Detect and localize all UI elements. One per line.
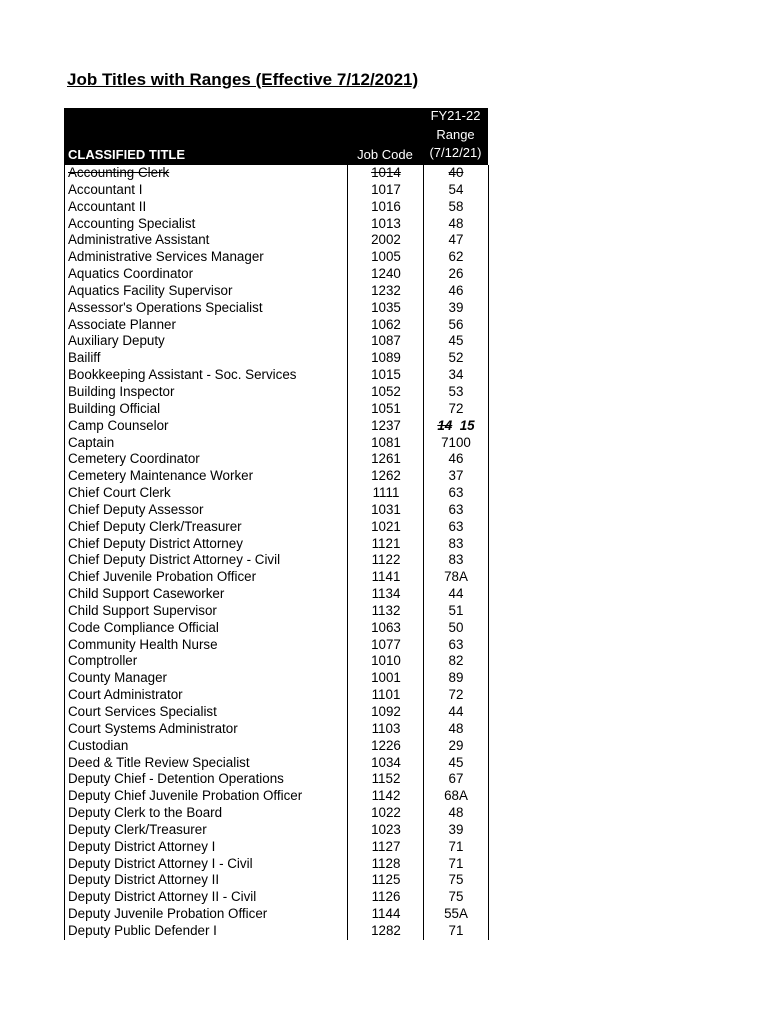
cell-job-code: 1111 bbox=[347, 485, 424, 502]
cell-job-code: 1001 bbox=[347, 670, 424, 687]
cell-job-code: 1081 bbox=[347, 435, 424, 452]
cell-title: Court Administrator bbox=[64, 687, 348, 704]
cell-range: 45 bbox=[423, 755, 489, 772]
cell-title: Deputy Clerk to the Board bbox=[64, 805, 348, 822]
table-row bbox=[64, 687, 488, 704]
cell-job-code: 1089 bbox=[347, 350, 424, 367]
table-row bbox=[64, 721, 488, 738]
cell-job-code: 1062 bbox=[347, 317, 424, 334]
cell-job-code: 1122 bbox=[347, 552, 424, 569]
table-row bbox=[64, 485, 488, 502]
table-row bbox=[64, 569, 488, 586]
cell-range: 55A bbox=[423, 906, 489, 923]
cell-title: Chief Deputy Clerk/Treasurer bbox=[64, 519, 348, 536]
cell-range: 26 bbox=[423, 266, 489, 283]
table-row bbox=[64, 266, 488, 283]
cell-job-code: 1021 bbox=[347, 519, 424, 536]
cell-job-code: 1134 bbox=[347, 586, 424, 603]
cell-job-code: 1052 bbox=[347, 384, 424, 401]
cell-title: Deed & Title Review Specialist bbox=[64, 755, 348, 772]
document-title: Job Titles with Ranges (Effective 7/12/2021) bbox=[67, 70, 419, 89]
header-job-code: Job Code bbox=[357, 147, 413, 162]
cell-title: Deputy District Attorney II - Civil bbox=[64, 889, 348, 906]
cell-range: 72 bbox=[423, 401, 489, 418]
cell-range: 51 bbox=[423, 603, 489, 620]
cell-range: 34 bbox=[423, 367, 489, 384]
table-row bbox=[64, 216, 488, 233]
cell-title: Deputy Chief - Detention Operations bbox=[64, 771, 348, 788]
table-row bbox=[64, 670, 488, 687]
cell-range: 75 bbox=[423, 889, 489, 906]
header-range-line1: FY21-22 bbox=[430, 108, 481, 123]
cell-title: Chief Deputy District Attorney bbox=[64, 536, 348, 553]
cell-title: Assessor's Operations Specialist bbox=[64, 300, 348, 317]
cell-job-code: 1261 bbox=[347, 451, 424, 468]
cell-range: 63 bbox=[423, 637, 489, 654]
cell-title: Cemetery Coordinator bbox=[64, 451, 348, 468]
cell-range: 39 bbox=[423, 300, 489, 317]
cell-title: Accounting Specialist bbox=[64, 216, 348, 233]
cell-job-code: 1121 bbox=[347, 536, 424, 553]
cell-title: Deputy Public Defender I bbox=[64, 923, 348, 940]
cell-job-code: 1051 bbox=[347, 401, 424, 418]
table-row bbox=[64, 738, 488, 755]
cell-job-code: 1126 bbox=[347, 889, 424, 906]
header-range bbox=[423, 107, 488, 163]
table-row bbox=[64, 704, 488, 721]
cell-title: County Manager bbox=[64, 670, 348, 687]
cell-job-code: 1132 bbox=[347, 603, 424, 620]
cell-range: 89 bbox=[423, 670, 489, 687]
cell-job-code: 1017 bbox=[347, 182, 424, 199]
cell-range: 45 bbox=[423, 333, 489, 350]
cell-range: 71 bbox=[423, 923, 489, 940]
table-row bbox=[64, 468, 488, 485]
cell-range: 75 bbox=[423, 872, 489, 889]
cell-job-code: 1142 bbox=[347, 788, 424, 805]
cell-range: 44 bbox=[423, 586, 489, 603]
cell-job-code: 1144 bbox=[347, 906, 424, 923]
cell-job-code: 1127 bbox=[347, 839, 424, 856]
cell-title: Bookkeeping Assistant - Soc. Services bbox=[64, 367, 348, 384]
cell-range: 83 bbox=[423, 552, 489, 569]
header-range-line3: (7/12/21) bbox=[429, 145, 482, 160]
table-row bbox=[64, 350, 488, 367]
table-row bbox=[64, 872, 488, 889]
cell-range: 48 bbox=[423, 721, 489, 738]
table-row bbox=[64, 889, 488, 906]
cell-title: Custodian bbox=[64, 738, 348, 755]
range-new-value: 15 bbox=[459, 417, 475, 433]
cell-range: 48 bbox=[423, 805, 489, 822]
table-row bbox=[64, 822, 488, 839]
cell-range: 78A bbox=[423, 569, 489, 586]
table-row bbox=[64, 805, 488, 822]
cell-title: Aquatics Coordinator bbox=[64, 266, 348, 283]
table-row bbox=[64, 788, 488, 805]
cell-job-code: 1125 bbox=[347, 872, 424, 889]
cell-range: 62 bbox=[423, 249, 489, 266]
cell-range: 44 bbox=[423, 704, 489, 721]
cell-title: Administrative Assistant bbox=[64, 232, 348, 249]
cell-title: Captain bbox=[64, 435, 348, 452]
cell-title: Chief Deputy Assessor bbox=[64, 502, 348, 519]
cell-job-code: 1226 bbox=[347, 738, 424, 755]
cell-range: 67 bbox=[423, 771, 489, 788]
cell-range: 48 bbox=[423, 216, 489, 233]
cell-title: Auxiliary Deputy bbox=[64, 333, 348, 350]
cell-job-code: 1092 bbox=[347, 704, 424, 721]
table-row bbox=[64, 536, 488, 553]
job-titles-table bbox=[64, 108, 488, 940]
cell-title: Court Services Specialist bbox=[64, 704, 348, 721]
cell-job-code: 1015 bbox=[347, 367, 424, 384]
table-row bbox=[64, 906, 488, 923]
cell-job-code: 1023 bbox=[347, 822, 424, 839]
cell-job-code: 1010 bbox=[347, 653, 424, 670]
cell-job-code: 1103 bbox=[347, 721, 424, 738]
table-row bbox=[64, 249, 488, 266]
table-row bbox=[64, 182, 488, 199]
table-row bbox=[64, 620, 488, 637]
cell-title: Bailiff bbox=[64, 350, 348, 367]
table-row bbox=[64, 653, 488, 670]
cell-range: 72 bbox=[423, 687, 489, 704]
cell-job-code: 1022 bbox=[347, 805, 424, 822]
cell-title: Court Systems Administrator bbox=[64, 721, 348, 738]
cell-range: 29 bbox=[423, 738, 489, 755]
cell-range: 71 bbox=[423, 839, 489, 856]
cell-range: 46 bbox=[423, 283, 489, 300]
cell-job-code: 1077 bbox=[347, 637, 424, 654]
cell-job-code: 1035 bbox=[347, 300, 424, 317]
table-row bbox=[64, 367, 488, 384]
table-row bbox=[64, 856, 488, 873]
cell-job-code: 1141 bbox=[347, 569, 424, 586]
table-row bbox=[64, 451, 488, 468]
cell-range: 40 bbox=[423, 165, 489, 182]
cell-title: Associate Planner bbox=[64, 317, 348, 334]
table-row bbox=[64, 637, 488, 654]
cell-title: Building Official bbox=[64, 401, 348, 418]
cell-title: Accounting Clerk bbox=[64, 165, 348, 182]
table-row bbox=[64, 199, 488, 216]
cell-title: Child Support Supervisor bbox=[64, 603, 348, 620]
cell-title: Chief Juvenile Probation Officer bbox=[64, 569, 348, 586]
table-body bbox=[64, 165, 488, 940]
table-row bbox=[64, 586, 488, 603]
table-row bbox=[64, 923, 488, 940]
cell-job-code: 1016 bbox=[347, 199, 424, 216]
cell-job-code: 1005 bbox=[347, 249, 424, 266]
cell-range: 37 bbox=[423, 468, 489, 485]
cell-title: Accountant I bbox=[64, 182, 348, 199]
cell-range: 39 bbox=[423, 822, 489, 839]
cell-title: Deputy District Attorney II bbox=[64, 872, 348, 889]
cell-title: Deputy Chief Juvenile Probation Officer bbox=[64, 788, 348, 805]
cell-job-code: 1063 bbox=[347, 620, 424, 637]
table-row bbox=[64, 603, 488, 620]
cell-range: 83 bbox=[423, 536, 489, 553]
cell-job-code: 1101 bbox=[347, 687, 424, 704]
table-row bbox=[64, 771, 488, 788]
cell-job-code: 1152 bbox=[347, 771, 424, 788]
cell-title: Chief Deputy District Attorney - Civil bbox=[64, 552, 348, 569]
table-row bbox=[64, 300, 488, 317]
table-row bbox=[64, 317, 488, 334]
cell-range: 50 bbox=[423, 620, 489, 637]
table-row bbox=[64, 283, 488, 300]
cell-range: 58 bbox=[423, 199, 489, 216]
cell-job-code: 1237 bbox=[347, 418, 424, 435]
cell-job-code: 1087 bbox=[347, 333, 424, 350]
header-range-line2: Range bbox=[436, 126, 475, 142]
cell-range: 54 bbox=[423, 182, 489, 199]
cell-range: 47 bbox=[423, 232, 489, 249]
cell-job-code: 1014 bbox=[347, 165, 424, 182]
cell-range: 63 bbox=[423, 519, 489, 536]
table-row bbox=[64, 519, 488, 536]
table-row bbox=[64, 502, 488, 519]
cell-title: Aquatics Facility Supervisor bbox=[64, 283, 348, 300]
cell-title: Community Health Nurse bbox=[64, 637, 348, 654]
cell-range: 71 bbox=[423, 856, 489, 873]
cell-title: Cemetery Maintenance Worker bbox=[64, 468, 348, 485]
cell-title: Deputy District Attorney I bbox=[64, 839, 348, 856]
cell-range: 46 bbox=[423, 451, 489, 468]
cell-range bbox=[423, 418, 489, 435]
cell-title: Deputy District Attorney I - Civil bbox=[64, 856, 348, 873]
cell-title: Comptroller bbox=[64, 653, 348, 670]
table-row bbox=[64, 384, 488, 401]
cell-title: Child Support Caseworker bbox=[64, 586, 348, 603]
cell-title: Deputy Clerk/Treasurer bbox=[64, 822, 348, 839]
cell-range: 52 bbox=[423, 350, 489, 367]
cell-range: 7100 bbox=[423, 435, 489, 452]
cell-title: Deputy Juvenile Probation Officer bbox=[64, 906, 348, 923]
cell-job-code: 1240 bbox=[347, 266, 424, 283]
cell-job-code: 2002 bbox=[347, 232, 424, 249]
table-row bbox=[64, 401, 488, 418]
cell-title: Code Compliance Official bbox=[64, 620, 348, 637]
cell-job-code: 1282 bbox=[347, 923, 424, 940]
cell-job-code: 1034 bbox=[347, 755, 424, 772]
table-row bbox=[64, 232, 488, 249]
table-row bbox=[64, 839, 488, 856]
cell-title: Chief Court Clerk bbox=[64, 485, 348, 502]
table-row bbox=[64, 165, 488, 182]
cell-range: 53 bbox=[423, 384, 489, 401]
cell-title: Camp Counselor bbox=[64, 418, 348, 435]
cell-range: 63 bbox=[423, 485, 489, 502]
cell-title: Administrative Services Manager bbox=[64, 249, 348, 266]
header-classified-title: CLASSIFIED TITLE bbox=[68, 147, 185, 162]
cell-range: 56 bbox=[423, 317, 489, 334]
cell-job-code: 1013 bbox=[347, 216, 424, 233]
table-row bbox=[64, 435, 488, 452]
cell-range: 82 bbox=[423, 653, 489, 670]
table-row bbox=[64, 333, 488, 350]
range-old-value: 14 bbox=[437, 417, 453, 433]
cell-job-code: 1128 bbox=[347, 856, 424, 873]
table-row bbox=[64, 552, 488, 569]
table-row bbox=[64, 418, 488, 435]
cell-job-code: 1031 bbox=[347, 502, 424, 519]
cell-job-code: 1232 bbox=[347, 283, 424, 300]
table-header bbox=[64, 108, 488, 165]
cell-range: 68A bbox=[423, 788, 489, 805]
cell-title: Accountant II bbox=[64, 199, 348, 216]
table-row bbox=[64, 755, 488, 772]
cell-job-code: 1262 bbox=[347, 468, 424, 485]
cell-title: Building Inspector bbox=[64, 384, 348, 401]
cell-range: 63 bbox=[423, 502, 489, 519]
